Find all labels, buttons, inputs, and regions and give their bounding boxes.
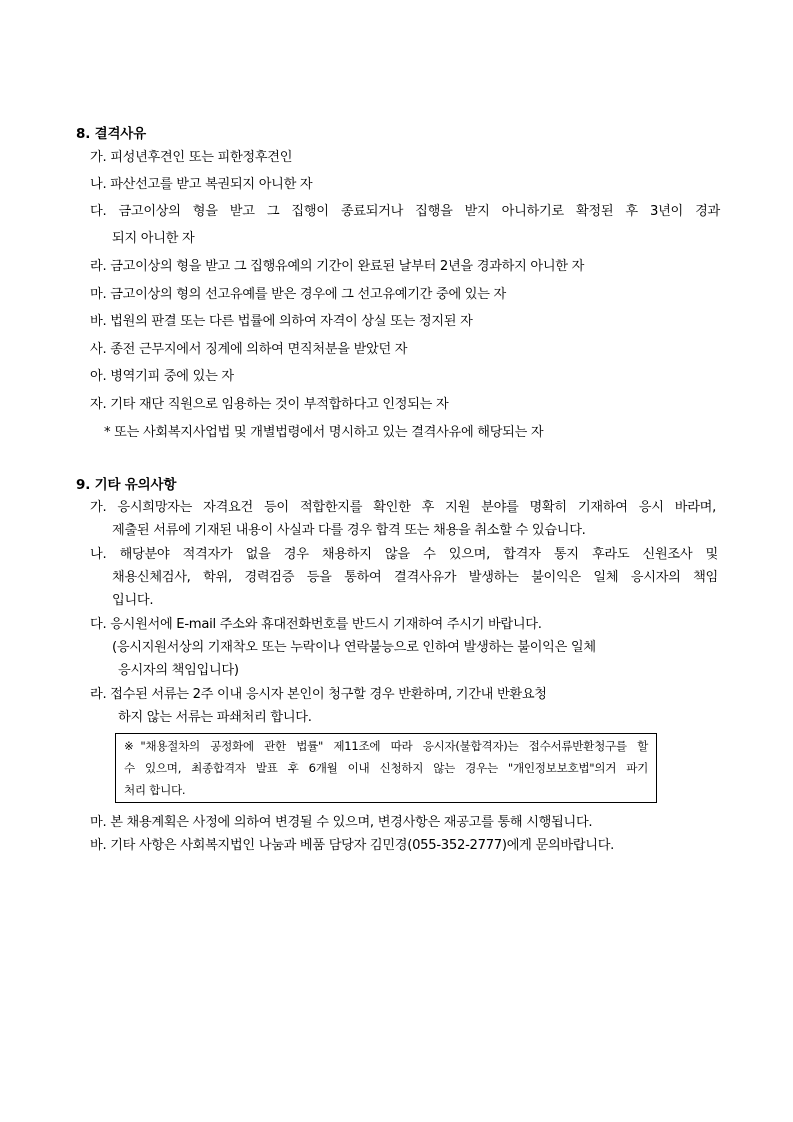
disqualification-item: 라. 금고이상의 형을 받고 그 집행유예의 기간이 완료된 날부터 2년을 경과하지 아니한 자: [90, 259, 585, 274]
notice-item: 마. 본 채용계획은 사정에 의하여 변경될 수 있으며, 변경사항은 재공고를 통해 시행됩니다.: [90, 815, 593, 830]
notice-item: 다. 응시원서에 E-mail 주소와 휴대전화번호를 반드시 기재하여 주시기 바랍니다.: [90, 617, 542, 632]
notice-box-line: ※"채용절차의 공정화에 관한 법률" 제11조에 따라 응시자(불합격자)는 접수서류반환청구를 할: [124, 739, 648, 753]
disqualification-item: 자. 기타 재단 직원으로 임용하는 것이 부적합하다고 인정되는 자: [90, 397, 449, 412]
notice-item-continued: 제출된 서류에 기재된 내용이 사실과 다를 경우 합격 또는 채용을 취소할 수 있습니다.: [112, 523, 586, 538]
disqualification-item: 사. 종전 근무지에서 징계에 의하여 면직처분을 받았던 자: [90, 342, 408, 357]
notice-box-line: 처리 합니다.: [124, 783, 186, 797]
disqualification-item: 바. 법원의 판결 또는 다른 법률에 의하여 자격이 상실 또는 정지된 자: [90, 314, 473, 329]
disqualification-item: 아. 병역기피 중에 있는 자: [90, 369, 234, 384]
notice-item-continued: (응시지원서상의 기재착오 또는 누락이나 연락불능으로 인하여 발생하는 불이익은 일체: [112, 640, 596, 655]
document-return-notice-box: [115, 733, 657, 803]
notice-item-continued: 채용신체검사, 학위, 경력검증 등을 통하여 결격사유가 발생하는 불이익은 일체 응시자의 책임: [112, 570, 718, 585]
section-8-title: 8. 결격사유: [76, 126, 146, 142]
notice-item-continued: 입니다.: [112, 593, 154, 608]
notice-item-continued: 응시자의 책임입니다): [118, 663, 239, 678]
notice-item: 가. 응시희망자는 자격요건 등이 적합한지를 확인한 후 지원 분야를 명확히 기재하여 응시 바라며,: [90, 500, 716, 515]
disqualification-item: 마. 금고이상의 형의 선고유예를 받은 경우에 그 선고유예기간 중에 있는 자: [90, 287, 506, 302]
notice-box-line: 수 있으며, 최종합격자 발표 후 6개월 이내 신청하지 않는 경우는 "개인정보보호법"의거 파기: [124, 761, 648, 775]
section-9-title: 9. 기타 유의사항: [76, 477, 177, 493]
notice-item: 나. 해당분야 적격자가 없을 경우 채용하지 않을 수 있으며, 합격자 통지 후라도 신원조사 및: [90, 547, 718, 562]
disqualification-note: * 또는 사회복지사업법 및 개별법령에서 명시하고 있는 결격사유에 해당되는 자: [104, 425, 544, 440]
notice-item: 라. 접수된 서류는 2주 이내 응시자 본인이 청구할 경우 반환하며, 기간내 반환요청: [90, 687, 547, 702]
disqualification-item: 다. 금고이상의 형을 받고 그 집행이 종료되거나 집행을 받지 아니하기로 확정된 후 3년이 경과: [90, 204, 720, 219]
disqualification-item: 가. 피성년후견인 또는 피한정후견인: [90, 150, 293, 165]
contact-info: 바. 기타 사항은 사회복지법인 나눔과 베품 담당자 김민경(055-352-2777)에게 문의바랍니다.: [90, 838, 615, 853]
disqualification-item-continued: 되지 아니한 자: [112, 231, 195, 246]
disqualification-item: 나. 파산선고를 받고 복권되지 아니한 자: [90, 177, 313, 192]
notice-item-continued: 하지 않는 서류는 파쇄처리 합니다.: [118, 710, 312, 725]
